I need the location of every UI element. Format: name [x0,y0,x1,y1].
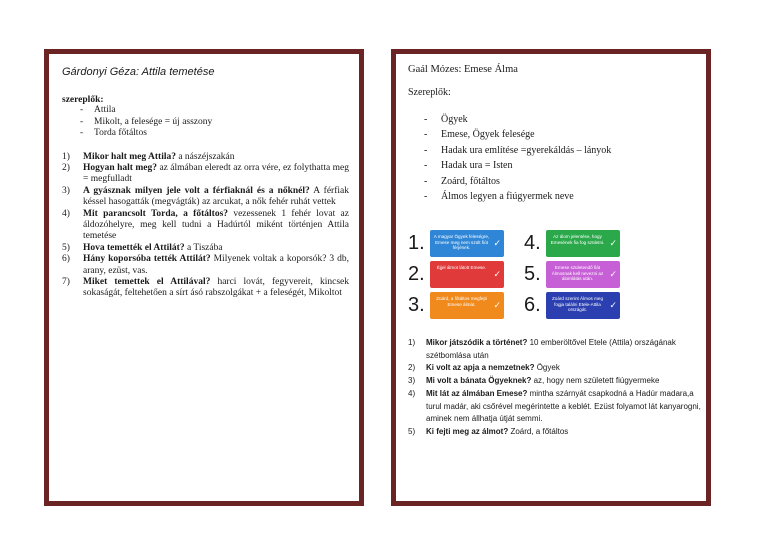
left-cast-heading: szereplők: [62,95,104,105]
story-card-number: 6. [524,294,541,316]
cast-item: - Ögyek [424,112,696,127]
qa-number: 3) [408,376,416,386]
qa-number: 2) [62,162,70,173]
checkmark-icon: ✓ [609,269,617,279]
qa-question: Ki fejti meg az álmot? [426,426,509,436]
qa-question: Mit parancsolt Torda, a főtáltos? [83,208,229,219]
qa-item [408,426,704,439]
story-order-cards [408,230,708,322]
cast-item: - Emese, Ögyek felesége [424,127,696,142]
cast-item: - Torda főtáltos [80,128,349,140]
qa-item [62,243,349,254]
qa-question: Mit lát az álmában Emese? [426,388,528,398]
story-card-text: Éjjel álmot látott Emese. [436,265,487,270]
story-card-box [546,292,620,319]
checkmark-icon: ✓ [493,300,501,310]
right-page-title: Gaál Mózes: Emese Álma [408,64,518,75]
qa-answer: az álmában eleredt az orra vére, ez folythatta meg = megfulladt [83,162,349,185]
right-qa-list [408,337,704,439]
qa-answer: a Tiszába [184,242,223,253]
qa-answer: a nászéjszakán [175,151,235,162]
story-card-box [430,292,504,319]
qa-answer: az, hogy nem született fiúgyermeke [531,376,660,386]
qa-answer: vezessenek 1 fehér lovat az áldozóhelyre, meg kell tudni a Hadúrtól miként történjen Attila temetése [83,208,349,242]
qa-question: Mi volt a bánata Ögyeknek? [426,376,532,386]
right-cast-heading: Szereplők: [408,87,451,98]
story-card-number: 5. [524,263,541,285]
left-qa-list [62,152,349,300]
cast-item: - Zoárd, főtáltos [424,174,696,189]
story-card-text: Zoárd, a főtáltos megfejti Emese álmát. [436,296,487,307]
qa-item [62,209,349,243]
qa-question: Miket temettek el Attilával? [83,276,211,287]
story-card-text: Emese születendő fiát Álmosnak kell nevezni az álomlátás után. [551,265,604,282]
qa-number: 1) [408,338,416,347]
checkmark-icon: ✓ [493,269,501,279]
story-card-box [546,261,620,288]
story-card-number: 3. [408,294,425,316]
story-card-text: A magyar Ögyek feleségre, Emese meg nem szült fiút férjének. [433,234,490,251]
qa-item [408,388,704,426]
qa-item [62,277,349,300]
qa-question: Hova temették el Attilát? [83,242,185,253]
qa-answer: A férfiak késsel hasogatták (megvágták) az arcukat, a nők fehér ruhát vettek [83,185,349,208]
qa-number: 2) [408,363,416,373]
right-page-card [391,49,711,506]
qa-item [408,362,704,375]
cast-item: - Álmos legyen a fiúgyermek neve [424,189,696,204]
qa-number: 3) [62,185,70,196]
checkmark-icon: ✓ [609,238,617,248]
qa-answer: Ögyek [534,363,560,373]
qa-number: 7) [62,276,70,287]
qa-number: 4) [62,208,70,219]
qa-answer: Milyenek voltak a koporsók? 3 db, arany, ezüst, vas. [83,254,349,276]
left-cast-list [62,105,349,140]
checkmark-icon: ✓ [609,300,617,310]
story-card-number: 2. [408,263,425,285]
story-card [524,230,664,258]
qa-answer: Zoárd, a főtáltos [508,426,569,436]
story-card-box [430,261,504,288]
qa-item [62,163,349,186]
qa-number: 4) [408,388,416,398]
qa-item [62,186,349,209]
story-card-text: Zoárd szerint Álmos meg fogja találni Etele-Attila országát. [551,296,604,313]
qa-number: 1) [62,151,70,162]
left-page-card [44,49,364,506]
qa-answer: harci lovát, fegyvereit, kincsek sokaságát, feltehetően a sírt ásó rabszolgákat + a feleségét, Mikoltot [83,276,349,299]
qa-item [408,337,704,362]
cast-item: - Hadak ura = Isten [424,158,696,173]
qa-question: Mikor halt meg Attila? [83,151,176,162]
story-card-number: 1. [408,232,425,254]
left-page-title: Gárdonyi Géza: Attila temetése [62,66,215,78]
qa-number: 6) [62,254,70,265]
checkmark-icon: ✓ [493,238,501,248]
story-card [524,261,664,289]
story-card-box [430,230,504,257]
qa-answer: mintha szárnyát csapkodná a Hadúr madara,a turul madár, aki csőrével megérintette a keblét. Ezüst folyamot lát kanyarogni, aminek nem állhatja útját semmi. [426,388,701,424]
qa-item [408,375,704,388]
cast-item: - Mikolt, a felesége = új asszony [80,117,349,129]
qa-question: Ki volt az apja a nemzetnek? [426,363,535,373]
qa-item [62,152,349,163]
cast-item: - Hadak ura említése =gyerekáldás – lányok [424,143,696,158]
qa-question: Hány koporsóba tették Attilát? [83,254,211,265]
right-cast-list [408,112,696,204]
qa-item [62,254,349,277]
qa-number: 5) [62,242,70,253]
qa-answer: 10 emberöltővel Etele (Attila) országának szétbomlása után [426,338,676,360]
story-card-number: 4. [524,232,541,254]
qa-number: 5) [408,426,416,436]
qa-question: Hogyan halt meg? [83,162,158,173]
story-card-box [546,230,620,257]
qa-question: A gyásznak milyen jele volt a férfiaknál és a nőknél? [83,185,310,196]
story-card-text: Az álom jelentése, hogy Emesének fia fog születni. [550,234,605,245]
cast-item: - Attila [80,105,349,117]
qa-question: Mikor játszódik a történet? [426,338,528,347]
story-card [524,292,664,320]
